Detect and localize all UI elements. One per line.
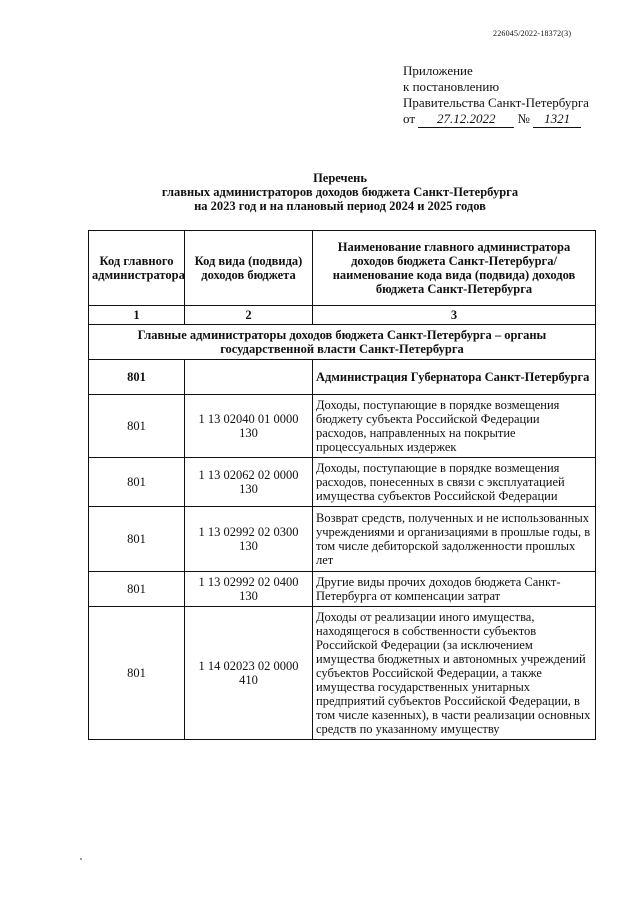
row-name: Возврат средств, полученных и не использованных учреждениями и организациями в прошлые годы, в том числе дебиторской задолженности прошлых лет: [313, 507, 596, 572]
appendix-line-3: Правительства Санкт-Петербурга: [403, 95, 589, 110]
column-number: 3: [313, 306, 596, 325]
appendix-block: [403, 63, 633, 128]
column-number: 2: [185, 306, 313, 325]
section-title: Главные администраторы доходов бюджета Санкт-Петербурга – органы государственной власти Санкт-Петербурга: [89, 325, 596, 360]
administrators-table: [88, 230, 596, 740]
title-line-2: главных администраторов доходов бюджета Санкт-Петербурга: [161, 185, 519, 199]
column-number: 1: [89, 306, 185, 325]
admin-code: 801: [89, 458, 185, 507]
table-row: [89, 360, 596, 395]
appendix-line-2: к постановлению: [403, 79, 500, 94]
row-name: Доходы от реализации иного имущества, находящегося в собственности субъектов Российской Федерации (за исключением имущества бюджетных и автономных учреждений субъектов Российской Федерации, а также имущества государственных унитарных предприятий субъектов Российской Федерации, в том числе казенных), в части реализации основных средств по указанному имуществу: [313, 607, 596, 740]
column-number-row: [89, 306, 596, 325]
income-code: 1 13 02040 01 0000 130: [185, 395, 313, 458]
appendix-date-line: [403, 111, 633, 128]
income-code: 1 13 02992 02 0400 130: [185, 572, 313, 607]
resolution-date: 27.12.2022: [418, 111, 514, 128]
admin-code: 801: [89, 607, 185, 740]
table-row: [89, 607, 596, 740]
resolution-number: 1321: [533, 111, 581, 128]
table-row: [89, 507, 596, 572]
table-row: [89, 395, 596, 458]
date-prefix: от: [403, 111, 416, 126]
admin-code: 801: [89, 572, 185, 607]
income-code: 1 14 02023 02 0000 410: [185, 607, 313, 740]
title-line-1: Перечень: [313, 171, 367, 185]
scan-mark: [80, 858, 82, 860]
section-row: [89, 325, 596, 360]
header-admin-code: Код главного администратора: [89, 231, 185, 306]
row-name: Другие виды прочих доходов бюджета Санкт-Петербурга от компенсации затрат: [313, 572, 596, 607]
admin-code: 801: [89, 360, 185, 395]
number-prefix: №: [517, 111, 530, 126]
income-code: [185, 360, 313, 395]
header-name: Наименование главного администратора доходов бюджета Санкт-Петербурга/ наименование кода вида (подвида) доходов бюджета Санкт-Петербурга: [313, 231, 596, 306]
row-name: Доходы, поступающие в порядке возмещения бюджету субъекта Российской Федерации расходов, направленных на покрытие процессуальных издержек: [313, 395, 596, 458]
table-row: [89, 572, 596, 607]
document-title: [150, 171, 530, 213]
document-number: 226045/2022-18372(3): [493, 29, 572, 38]
table-header-row: [89, 231, 596, 306]
income-code: 1 13 02992 02 0300 130: [185, 507, 313, 572]
table-row: [89, 458, 596, 507]
income-code: 1 13 02062 02 0000 130: [185, 458, 313, 507]
row-name: Администрация Губернатора Санкт-Петербурга: [313, 360, 596, 395]
title-line-3: на 2023 год и на плановый период 2024 и 2025 годов: [194, 199, 486, 213]
admin-code: 801: [89, 395, 185, 458]
appendix-line-1: Приложение: [403, 63, 473, 78]
header-income-code: Код вида (подвида) доходов бюджета: [185, 231, 313, 306]
admin-code: 801: [89, 507, 185, 572]
row-name: Доходы, поступающие в порядке возмещения расходов, понесенных в связи с эксплуатацией имущества субъектов Российской Федерации: [313, 458, 596, 507]
